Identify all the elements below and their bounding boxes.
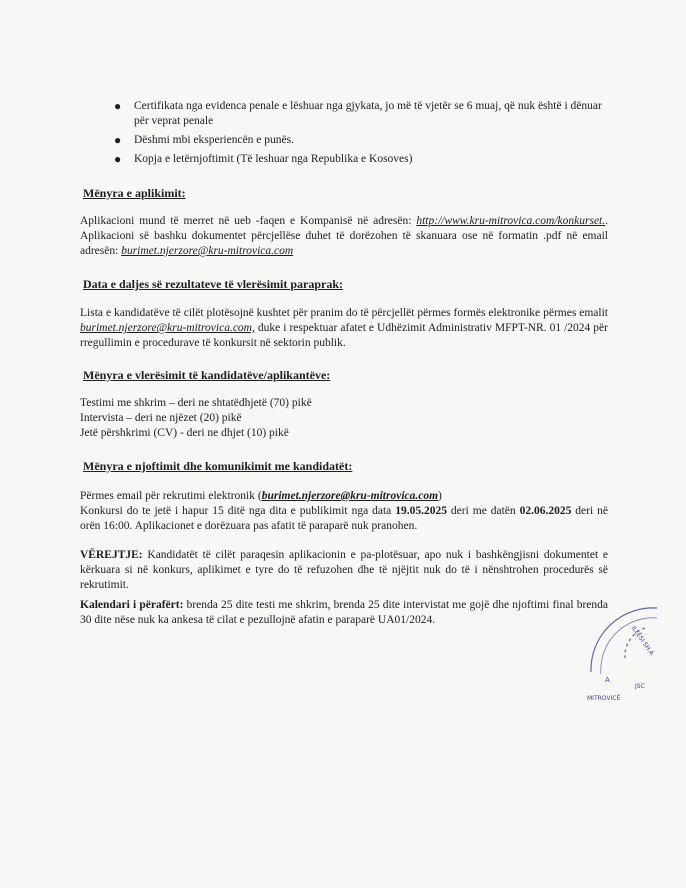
list-item-text: Kopja e letërnjoftimit (Të leshuar nga Republika e Kosoves): [134, 153, 413, 165]
scoring-item: Jetë përshkrimi (CV) - deri ne dhjet (10) pikë: [80, 427, 289, 439]
date-close: 02.06.2025: [519, 505, 572, 517]
heading-dalja: Data e daljes së rezultateve të vlerësimit paraprak:: [83, 277, 344, 291]
bullet-icon: ●: [114, 152, 122, 166]
date-open: 19.05.2025: [395, 505, 447, 517]
bullet-icon: ●: [114, 133, 122, 147]
heading-njoftimi: Mënyra e njoftimit dhe komunikimit me kandidatët:: [83, 459, 353, 473]
list-item: [112, 99, 612, 129]
paragraph-dalja: [80, 306, 608, 351]
paragraph-njoftimi: [80, 489, 608, 534]
stamp-text: ILLËSI SH.A: [629, 624, 655, 657]
stamp-text: MITROVICË: [587, 695, 621, 702]
list-item-text: Certifikata nga evidenca penale e lëshuar nga gjykata, jo më të vjetër se 6 muaj, që nuk është i dënuar për veprat penale: [134, 100, 602, 127]
text: Lista e kandidatëve të cilët plotësojnë kushtet për pranim do të përcjellët përmes formës elektronike përmes emalit: [80, 307, 608, 319]
heading-aplikimi: Mënyra e aplikimit:: [83, 186, 186, 200]
text: ): [438, 490, 442, 502]
stamp-letter: A: [605, 676, 610, 684]
text: Përmes email për rekrutimi elektronik (: [80, 490, 262, 502]
text: Konkursi do te jetë i hapur 15 ditë nga dita e publikimit nga data: [80, 505, 396, 517]
stamp-text: JSC: [635, 683, 645, 690]
email-link[interactable]: burimet.njerzore@kru-mitrovica.com: [261, 490, 439, 502]
verejtje-label: VËREJTJE:: [80, 549, 143, 561]
scoring-item: Intervista – deri ne njëzet (20) pikë: [80, 412, 242, 424]
heading-vleresimi: Mënyra e vlerësimit të kandidatëve/aplikantëve:: [83, 368, 331, 382]
email-link[interactable]: burimet.njerzore@kru-mitrovica.com,: [80, 322, 255, 334]
list-item: [112, 133, 612, 148]
email-line: [80, 489, 608, 504]
company-stamp-icon: [585, 600, 665, 710]
paragraph-aplikimi: [80, 214, 608, 259]
scoring-item: Testimi me shkrim – deri ne shtatëdhjetë (70) pikë: [80, 397, 312, 409]
text: . Aplikacioni së bashku dokumentet përcjellëse duhet të dorëzohen të skanuara ose në formatin .pdf në email adresën:: [80, 215, 608, 257]
text: deri në orën 16:00. Aplikacionet e dorëzuara pas afatit të paraparë nuk pranohen.: [80, 505, 608, 532]
text: deri me datën: [446, 505, 520, 517]
paragraph-kalendari: [80, 598, 608, 628]
website-link[interactable]: http://www.kru-mitrovica.com/konkurset.: [416, 215, 606, 227]
email-link[interactable]: burimet.njerzore@kru-mitrovica.com: [121, 245, 294, 257]
scoring-list: [80, 396, 608, 441]
kalendari-label: Kalendari i përafërt:: [80, 599, 184, 611]
list-item: [112, 152, 612, 167]
requirements-list: [112, 99, 612, 171]
bullet-icon: ●: [114, 99, 122, 113]
text: Aplikacioni mund të merret në ueb -faqen e Kompanisë në adresën:: [80, 215, 417, 227]
text: brenda 25 dite testi me shkrim, brenda 25 dite intervistat me gojë dhe njoftimi final brenda 30 dite nëse nuk ka ankesa të cilat e pezullojnë afatin e paraparë UA01/2024.: [80, 599, 608, 626]
text: Kandidatët të cilët paraqesin aplikacionin e pa-plotësuar, apo nuk i bashkëngjisni dokumentet e kërkuara si në konkurs, aplikimet e tyre do të refuzohen dhe të njëjtit nuk do të i nënshtrohen procedurës së rekrutimit.: [80, 549, 608, 591]
list-item-text: Dëshmi mbi eksperiencën e punës.: [134, 134, 294, 146]
text: duke i respektuar afatet e Udhëzimit Administrativ MFPT-NR. 01 /2024 për rregullimin e procedurave të konkursit në sektorin publik.: [80, 322, 608, 349]
paragraph-verejtje: [80, 548, 608, 593]
